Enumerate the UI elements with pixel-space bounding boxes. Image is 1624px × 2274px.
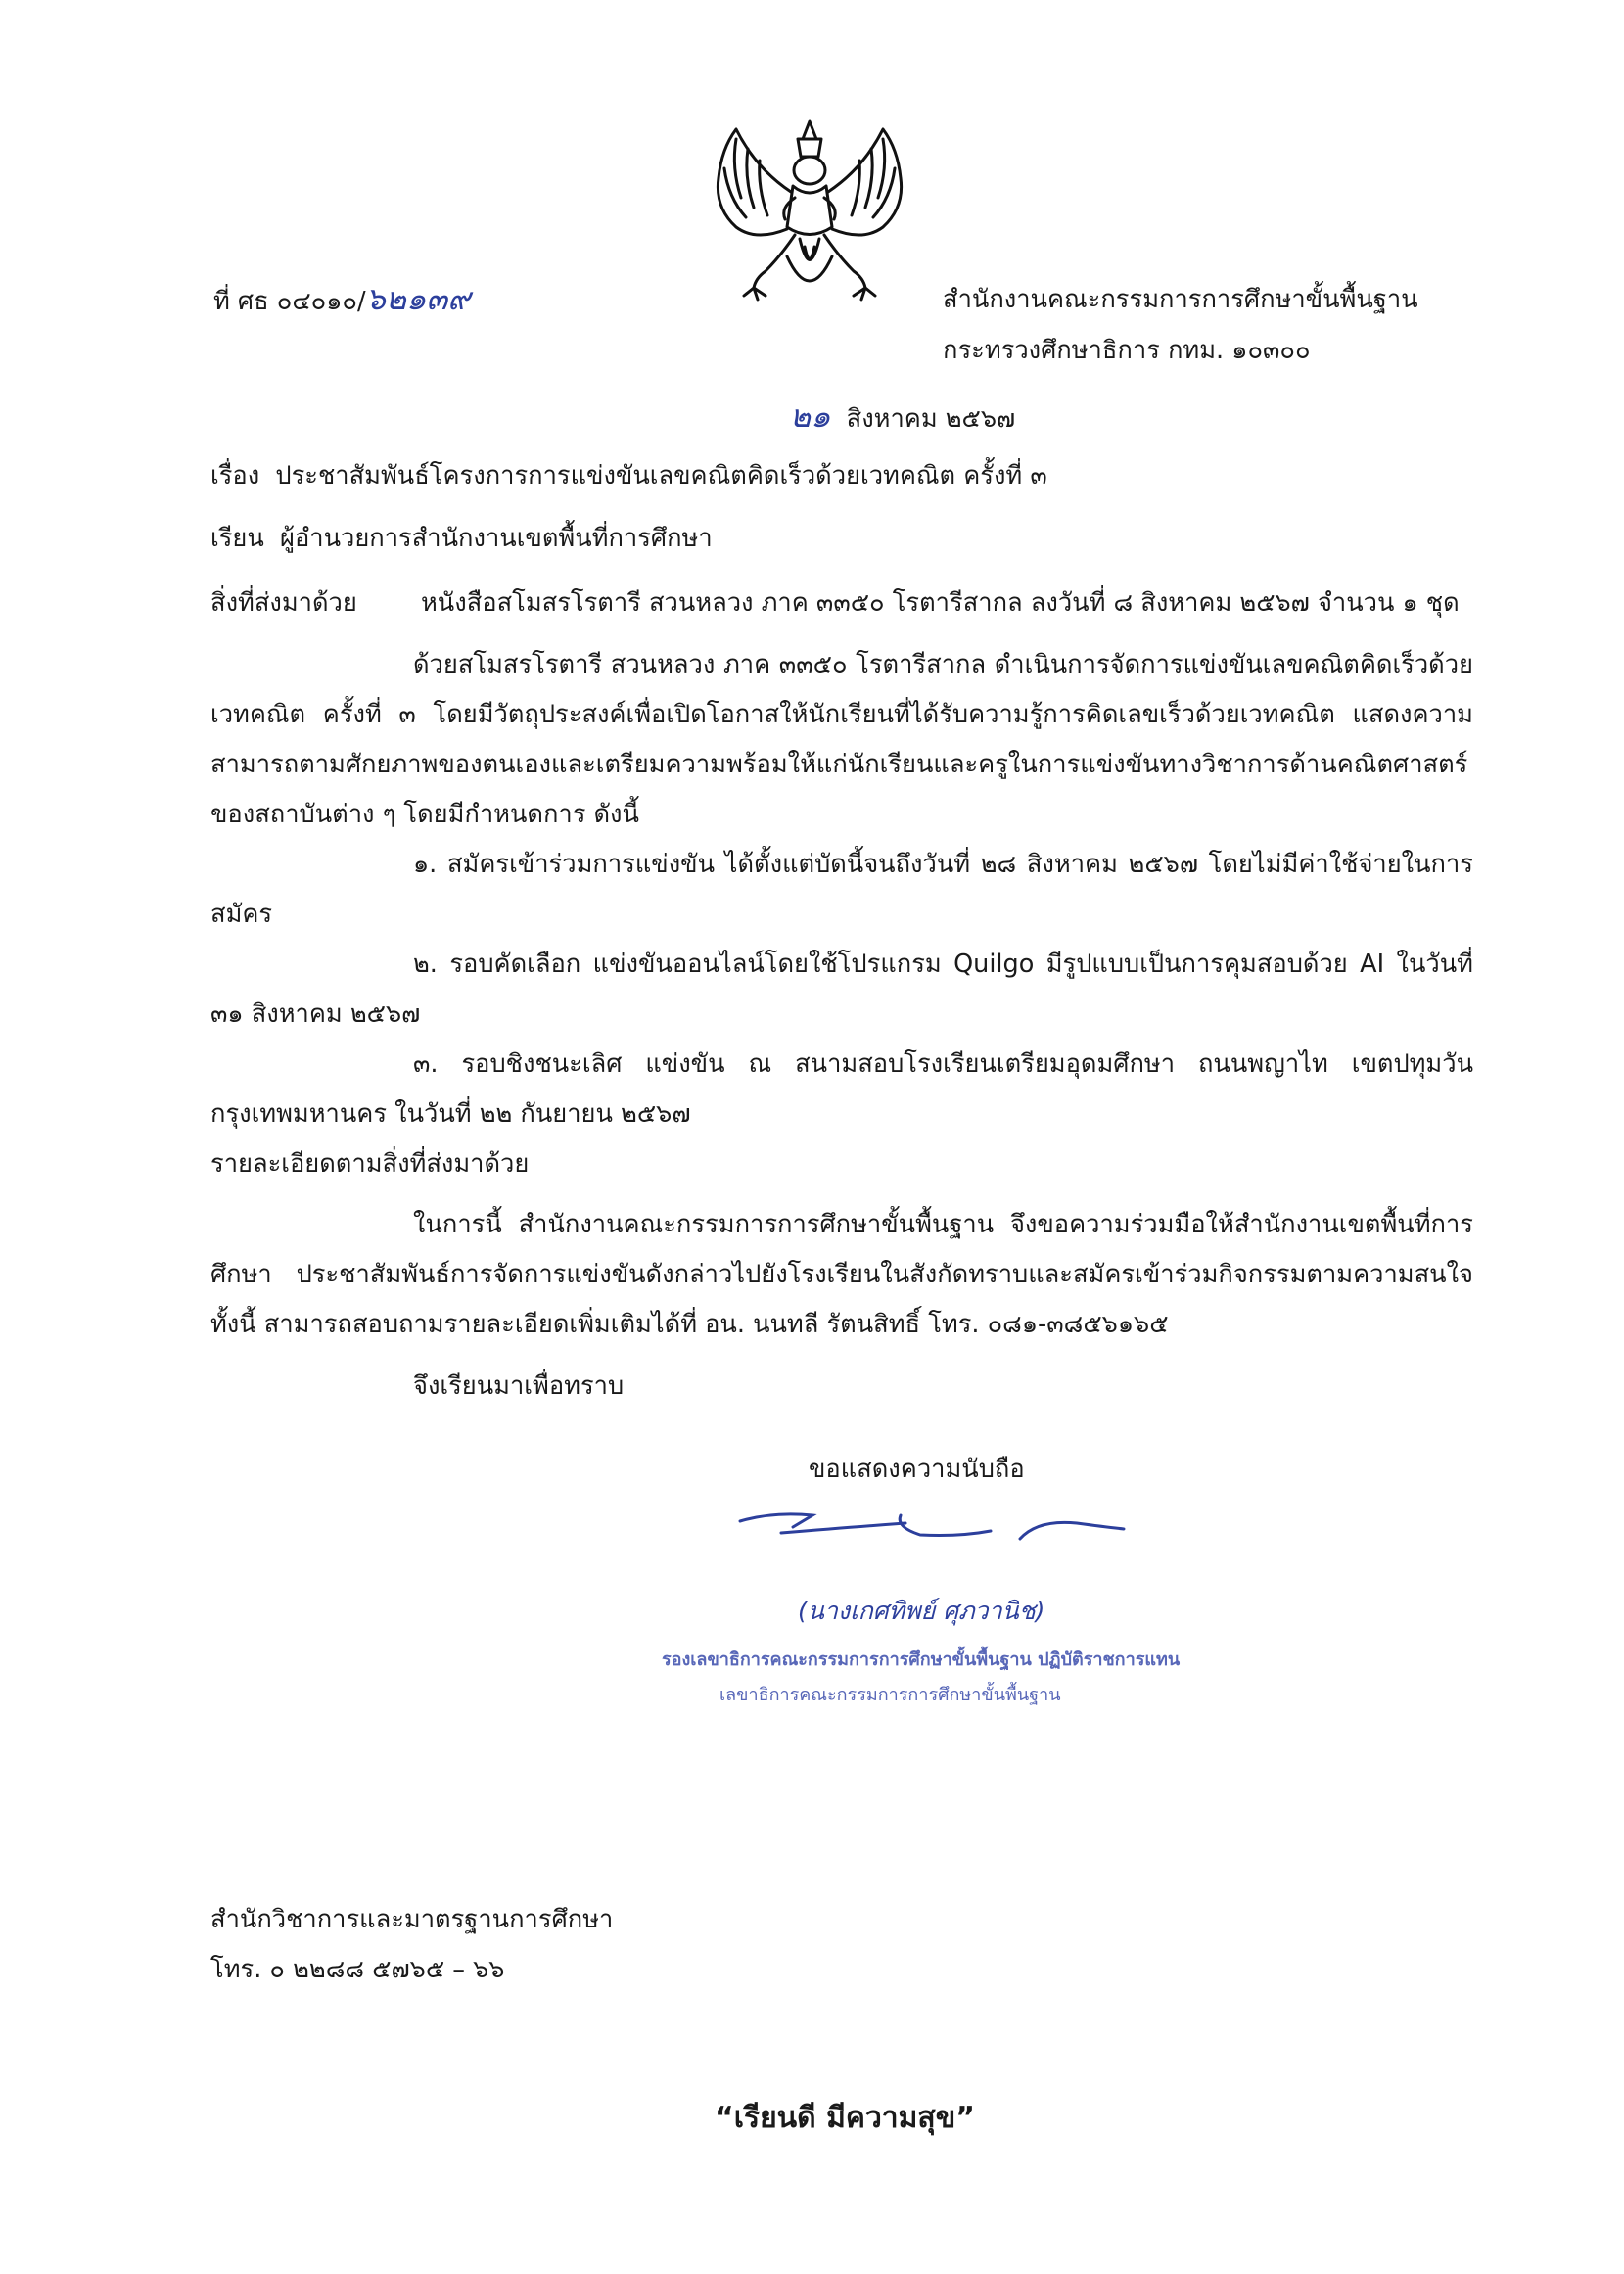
intro-paragraph: ด้วยสโมสรโรตารี สวนหลวง ภาค ๓๓๕๐ โรตารีสากล ดำเนินการจัดการแข่งขันเลขคณิตคิดเร็วด้วยเวทคณิต ครั้งที่ ๓ โดยมีวัตถุประสงค์เพื่อเปิดโอกาสให้นักเรียนที่ได้รับความรู้การคิดเลขเร็วด้วยเวทคณิต แสดงความสามารถตามศักยภาพของตนเองและเตรียมความพร้อมให้แก่นักเรียนและครูในการแข่งขันทางวิชาการด้านคณิตศาสตร์ของสถาบันต่าง ๆ โดยมีกำหนดการ ดังนี้ [210, 650, 1473, 829]
letter-body [210, 640, 1473, 1189]
subject-text: ประชาสัมพันธ์โครงการการแข่งขันเลขคณิตคิดเร็วด้วยเวทคณิต ครั้งที่ ๓ [275, 461, 1047, 490]
recipient-text: ผู้อำนวยการสำนักงานเขตพื้นที่การศึกษา [280, 524, 713, 553]
footer-phone: โทร. ๐ ๒๒๘๘ ๕๗๖๕ – ๖๖ [210, 1955, 505, 1984]
garuda-emblem [697, 110, 922, 315]
issuing-office-name: สำนักงานคณะกรรมการการศึกษาขั้นพื้นฐาน [943, 285, 1418, 314]
subject-line [210, 456, 1047, 495]
motto: “เรียนดี มีความสุข” [715, 2101, 975, 2135]
subject-label: เรื่อง [210, 461, 260, 490]
enclosure-text: หนังสือสโมสรโรตารี สวนหลวง ภาค ๓๓๕๐ โรตารีสากล ลงวันที่ ๘ สิงหาคม ๒๕๖๗ จำนวน ๑ ชุด [421, 588, 1460, 618]
details-line: รายละเอียดตามสิ่งที่ส่งมาด้วย [210, 1149, 530, 1179]
enclosure-label: สิ่งที่ส่งมาด้วย [210, 588, 357, 618]
letter-date [790, 392, 1015, 441]
date-month-year: สิงหาคม ๒๕๖๗ [846, 404, 1016, 434]
recipient-line [210, 519, 713, 558]
signature-scribble [734, 1498, 1136, 1566]
request-section [210, 1200, 1473, 1350]
schedule-item-2: ๒. รอบคัดเลือก แข่งขันออนไลน์โดยใช้โปรแกรม Quilgo มีรูปแบบเป็นการคุมสอบด้วย AI ในวันที่ ๓๑ สิงหาคม ๒๕๖๗ [210, 950, 1473, 1029]
signatory-name: (นางเกศทิพย์ ศุภวานิช) [798, 1597, 1045, 1625]
handwritten-date-day: ๒๑ [790, 397, 831, 435]
signatory-title-line2: เลขาธิการคณะกรรมการการศึกษาขั้นพื้นฐาน [719, 1685, 1061, 1705]
closing-line: จึงเรียนมาเพื่อทราบ [413, 1371, 625, 1401]
schedule-item-3: ๓. รอบชิงชนะเลิศ แข่งขัน ณ สนามสอบโรงเรียนเตรียมอุดมศึกษา ถนนพญาไท เขตปทุมวัน กรุงเทพมหานคร ในวันที่ ๒๒ กันยายน ๒๕๖๗ [210, 1049, 1473, 1129]
reference-number [213, 274, 471, 324]
recipient-label: เรียน [210, 524, 264, 553]
signatory-title-line1: รองเลขาธิการคณะกรรมการการศึกษาขั้นพื้นฐาน ปฏิบัติราชการแทน [662, 1649, 1181, 1670]
regards-line: ขอแสดงความนับถือ [809, 1455, 1025, 1484]
reference-label: ที่ ศธ ๐๔๐๑๐/ [213, 287, 366, 316]
request-paragraph: ในการนี้ สำนักงานคณะกรรมการการศึกษาขั้นพื้นฐาน จึงขอความร่วมมือให้สำนักงานเขตพื้นที่การศึกษา ประชาสัมพันธ์การจัดการแข่งขันดังกล่าวไปยังโรงเรียนในสังกัดทราบและสมัครเข้าร่วมกิจกรรมตามความสนใจ ทั้งนี้ สามารถสอบถามรายละเอียดเพิ่มเติมได้ที่ อน. นนทลี รัตนสิทธิ์ โทร. ๐๘๑-๓๘๕๖๑๖๕ [210, 1210, 1473, 1339]
issuing-office-address: กระทรวงศึกษาธิการ กทม. ๑๐๓๐๐ [943, 336, 1311, 365]
footer-office: สำนักวิชาการและมาตรฐานการศึกษา [210, 1905, 614, 1934]
handwritten-reference-number: ๖๒๑๓๙ [365, 280, 471, 317]
schedule-item-1: ๑. สมัครเข้าร่วมการแข่งขัน ได้ตั้งแต่บัดนี้จนถึงวันที่ ๒๘ สิงหาคม ๒๕๖๗ โดยไม่มีค่าใช้จ่ายในการสมัคร [210, 850, 1473, 929]
